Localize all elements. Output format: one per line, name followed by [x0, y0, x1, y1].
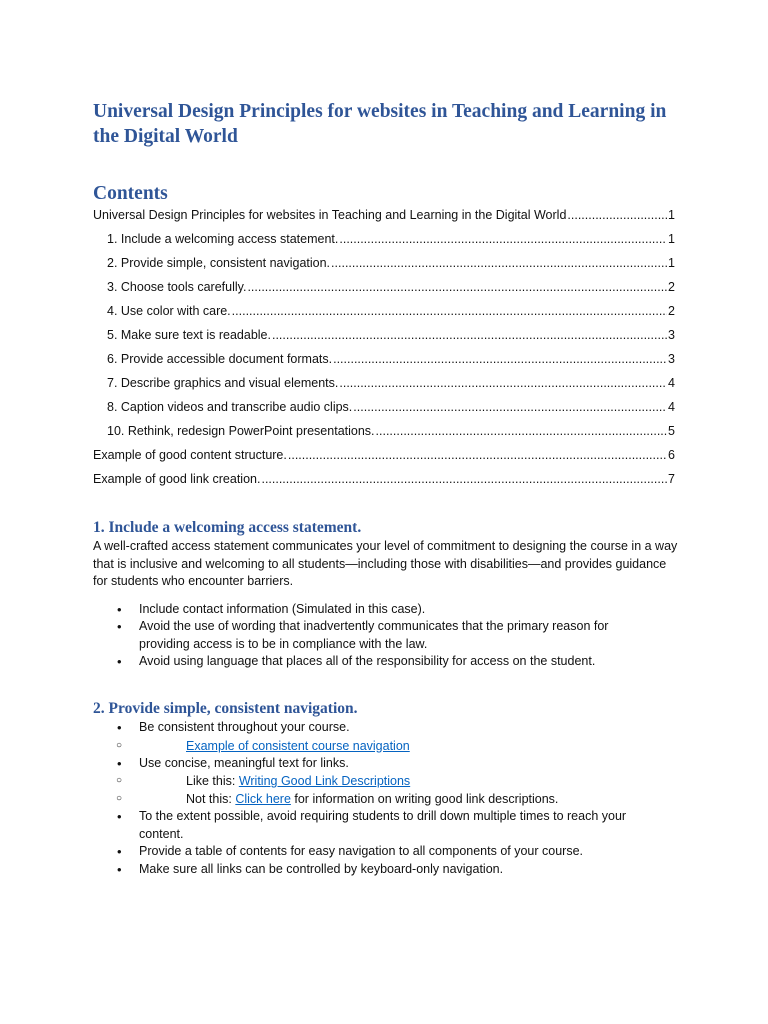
- list-item: • Avoid using language that places all of the responsibility for access on the student.: [93, 653, 683, 671]
- toc-entry-label: 8. Caption videos and transcribe audio clips.: [107, 400, 353, 414]
- toc-entry[interactable]: [93, 423, 675, 447]
- writing-good-link-descriptions-link[interactable]: Writing Good Link Descriptions: [238, 774, 411, 788]
- toc-entry-label: 10. Rethink, redesign PowerPoint presentations.: [107, 424, 375, 438]
- toc-entry-page: 3: [668, 352, 675, 366]
- toc-leader-dots: [272, 327, 667, 343]
- list-item: • Make sure all links can be controlled by keyboard-only navigation.: [93, 861, 683, 879]
- toc-entry-page: 1: [668, 232, 675, 246]
- link-prefix: Not this:: [186, 792, 236, 806]
- list-item: • Provide a table of contents for easy navigation to all components of your course.: [93, 843, 683, 861]
- toc-entry[interactable]: [93, 255, 675, 279]
- consistent-navigation-link[interactable]: Example of consistent course navigation: [186, 738, 410, 753]
- toc-leader-dots: [331, 255, 667, 271]
- sub-list: [93, 772, 683, 808]
- list-item: • Avoid the use of wording that inadvertently communicates that the primary reason for providing access is to be in compliance with the law.: [93, 618, 639, 653]
- toc-entry-page: 5: [668, 424, 675, 438]
- toc-entry[interactable]: [93, 279, 675, 303]
- toc-entry-page: 1: [668, 208, 675, 222]
- toc-leader-dots: [376, 423, 668, 439]
- toc-entry[interactable]: [93, 207, 675, 231]
- toc-entry[interactable]: [93, 327, 675, 351]
- section-navigation: [93, 699, 683, 878]
- section-heading: 1. Include a welcoming access statement.: [93, 519, 362, 536]
- toc-entry[interactable]: [93, 303, 675, 327]
- toc-entry-page: 4: [668, 400, 675, 414]
- toc-entry-label: 6. Provide accessible document formats.: [107, 352, 333, 366]
- toc-leader-dots: [339, 375, 667, 391]
- list-item: [93, 755, 683, 809]
- document-body: [93, 100, 678, 876]
- list-item-text: Be consistent throughout your course.: [139, 720, 350, 734]
- toc-leader-dots: [288, 447, 667, 463]
- toc-leader-dots: [333, 351, 667, 367]
- toc-entry-page: 2: [668, 304, 675, 318]
- toc-entry-label: 2. Provide simple, consistent navigation.: [107, 256, 331, 270]
- sub-list-item: [93, 737, 683, 755]
- link-prefix: Like this:: [186, 774, 239, 788]
- section-paragraph: A well-crafted access statement communicates your level of commitment to designing the course in a way that is inclusive and welcoming to all students—including those with disabilities—and provides guidance for students who encounter barriers.: [93, 539, 678, 588]
- list-item: • To the extent possible, avoid requiring students to drill down multiple times to reach your content.: [93, 808, 639, 843]
- link-suffix: for information on writing good link descriptions.: [290, 792, 559, 806]
- toc-leader-dots: [567, 207, 667, 223]
- toc-entry-label: Example of good content structure.: [93, 448, 287, 462]
- toc-leader-dots: [339, 231, 667, 247]
- toc-entry-label: 7. Describe graphics and visual elements.: [107, 376, 339, 390]
- list-item: [93, 719, 683, 755]
- toc-entry-label: 5. Make sure text is readable.: [107, 328, 271, 342]
- document-title: Universal Design Principles for websites in Teaching and Learning in the Digital World: [93, 101, 667, 147]
- bullet-list: [93, 601, 683, 671]
- toc-entry[interactable]: [93, 375, 675, 399]
- section-access-statement: [93, 518, 683, 671]
- toc-entry[interactable]: [93, 471, 675, 495]
- toc-entry-page: 7: [668, 472, 675, 486]
- sub-list-item: [93, 772, 683, 790]
- toc-leader-dots: [247, 279, 667, 295]
- toc-entry[interactable]: [93, 447, 675, 471]
- table-of-contents: [93, 207, 675, 495]
- toc-entry-label: Example of good link creation.: [93, 472, 261, 486]
- list-item-text: Use concise, meaningful text for links.: [139, 755, 349, 770]
- toc-entry-page: 3: [668, 328, 675, 342]
- contents-heading: Contents: [93, 183, 168, 204]
- toc-entry-label: 3. Choose tools carefully.: [107, 280, 247, 294]
- section-heading: 2. Provide simple, consistent navigation.: [93, 700, 358, 717]
- toc-entry[interactable]: [93, 231, 675, 255]
- toc-entry-label: 1. Include a welcoming access statement.: [107, 232, 339, 246]
- toc-entry-page: 1: [668, 256, 675, 270]
- toc-leader-dots: [232, 303, 667, 319]
- toc-leader-dots: [261, 471, 667, 487]
- toc-leader-dots: [353, 399, 667, 415]
- toc-entry-page: 6: [668, 448, 675, 462]
- toc-entry[interactable]: [93, 351, 675, 375]
- sub-list: [93, 737, 683, 755]
- sub-list-item: [93, 790, 683, 808]
- click-here-link[interactable]: Click here: [235, 792, 291, 806]
- toc-entry-page: 4: [668, 376, 675, 390]
- toc-entry-label: Universal Design Principles for websites in Teaching and Learning in the Digital World: [93, 208, 567, 222]
- toc-entry-label: 4. Use color with care.: [107, 304, 231, 318]
- toc-entry[interactable]: [93, 399, 675, 423]
- bullet-list: [93, 719, 683, 878]
- toc-entry-page: 2: [668, 280, 675, 294]
- list-item: • Include contact information (Simulated in this case).: [93, 601, 683, 619]
